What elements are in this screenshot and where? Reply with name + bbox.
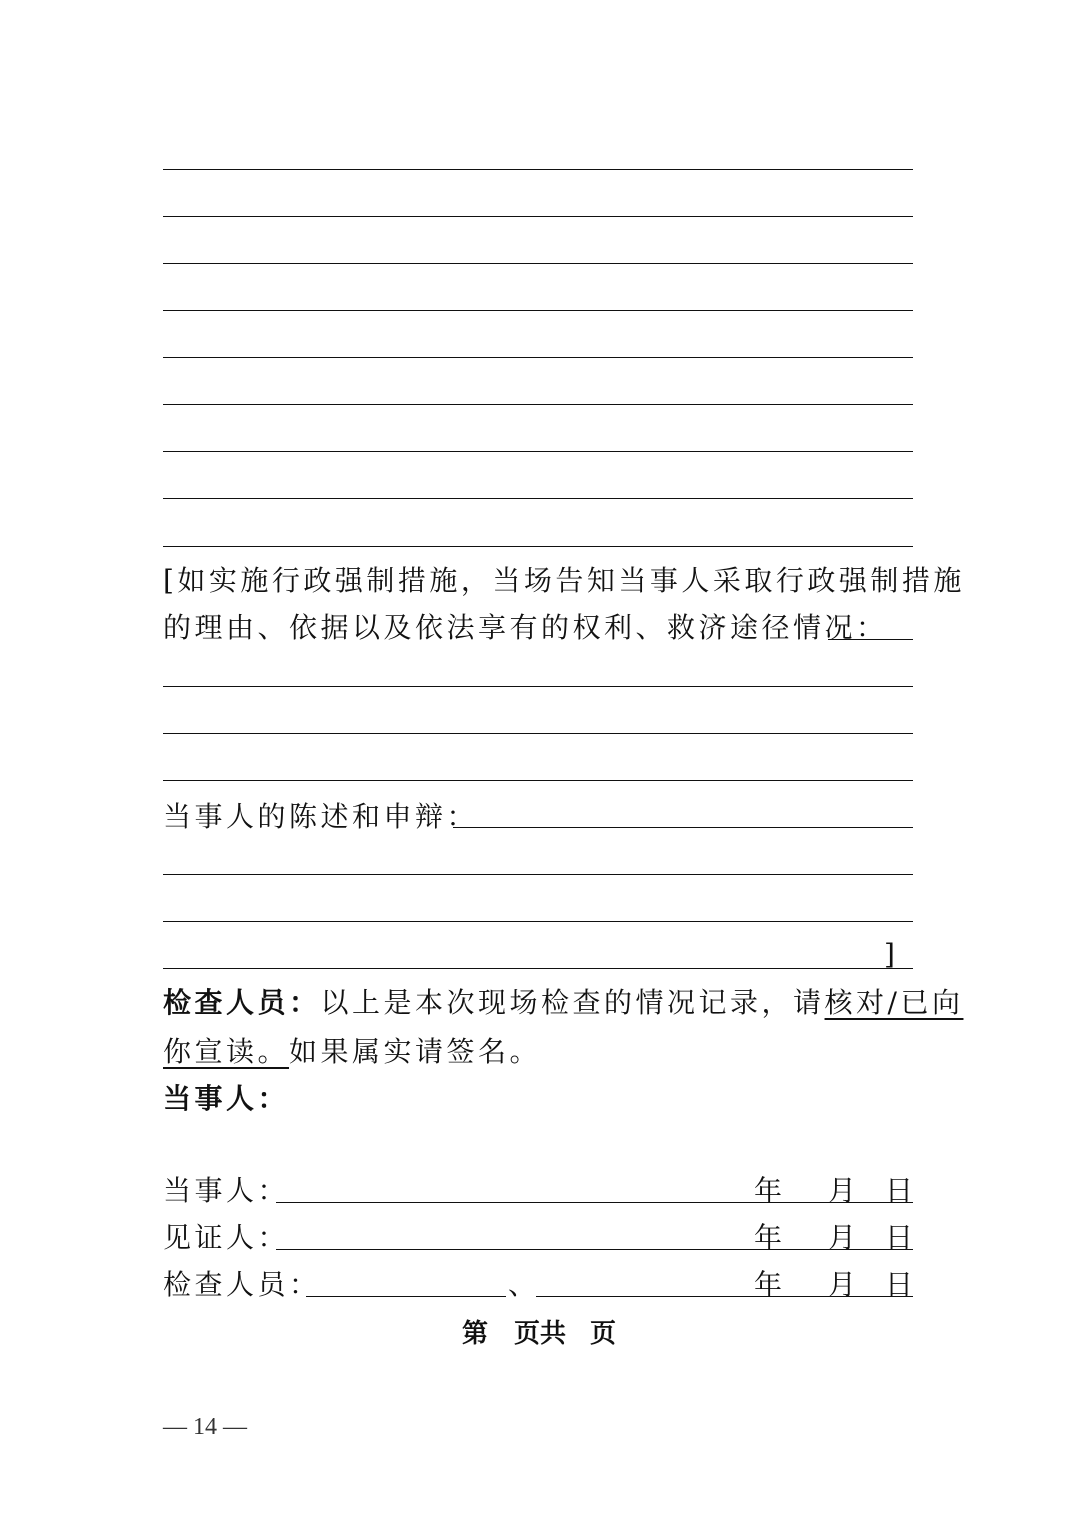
signature-witness-day: 日	[885, 1221, 914, 1254]
page-number: — 14 —	[163, 1414, 247, 1440]
ruled-line	[163, 733, 913, 734]
coercion-notice-line1: [如实施行政强制措施，当场告知当事人采取行政强制措施	[163, 564, 965, 597]
inspector-confirmation-line2	[163, 1035, 541, 1069]
signature-witness-year: 年	[754, 1221, 783, 1254]
ruled-line	[163, 968, 913, 969]
inspector-text-a: 以上是本次现场检查的情况记录，请	[320, 986, 825, 1019]
party-label: 当事人：	[163, 1082, 290, 1115]
signature-inspectors-day: 日	[885, 1268, 914, 1301]
ruled-line	[163, 216, 913, 217]
signature-inspectors-year: 年	[754, 1268, 783, 1301]
ruled-line	[163, 921, 913, 922]
page-counter-di: 第	[462, 1319, 492, 1349]
ruled-line	[163, 546, 913, 547]
ruled-line	[163, 874, 913, 875]
ruled-line	[163, 310, 913, 311]
signature-inspector2-field[interactable]	[536, 1296, 913, 1297]
ruled-line	[163, 404, 913, 405]
signature-witness-label: 见证人：	[163, 1221, 290, 1254]
coercion-notice-blank[interactable]	[828, 639, 913, 640]
page-counter-ye-gong: 页共	[514, 1319, 567, 1349]
ruled-line	[163, 263, 913, 264]
signature-party-month: 月	[828, 1174, 857, 1207]
coercion-notice-line2: 的理由、依据以及依法享有的权利、救济途径情况：	[163, 611, 888, 644]
signature-witness-field[interactable]	[276, 1249, 913, 1250]
inspector-confirmation-line1	[163, 986, 963, 1020]
ruled-line	[163, 169, 913, 170]
signature-inspectors-month: 月	[828, 1268, 857, 1301]
signature-party-label: 当事人：	[163, 1174, 290, 1207]
ruled-line	[163, 451, 913, 452]
inspector-text-underlined-b: 你宣读。	[163, 1035, 290, 1068]
inspector-text-b: 如果属实请签名。	[289, 1035, 542, 1068]
party-statement-label: 当事人的陈述和申辩：	[163, 800, 479, 833]
signature-inspector1-field[interactable]	[306, 1296, 506, 1297]
signature-party-field[interactable]	[276, 1202, 913, 1203]
ruled-line	[163, 780, 913, 781]
ruled-line	[163, 686, 913, 687]
signature-witness-month: 月	[828, 1221, 857, 1254]
inspector-label: 检查人员：	[163, 986, 321, 1019]
inspector-text-underlined-a: 核对/已向	[824, 986, 964, 1019]
ruled-line	[163, 357, 913, 358]
signature-party-day: 日	[885, 1174, 914, 1207]
closing-bracket: ]	[884, 938, 899, 971]
signature-separator: 、	[508, 1268, 540, 1301]
signature-party-year: 年	[754, 1174, 783, 1207]
ruled-line	[163, 498, 913, 499]
page-counter-ye: 页	[590, 1319, 620, 1349]
party-statement-blank[interactable]	[453, 827, 913, 828]
signature-inspectors-label: 检查人员：	[163, 1268, 321, 1301]
